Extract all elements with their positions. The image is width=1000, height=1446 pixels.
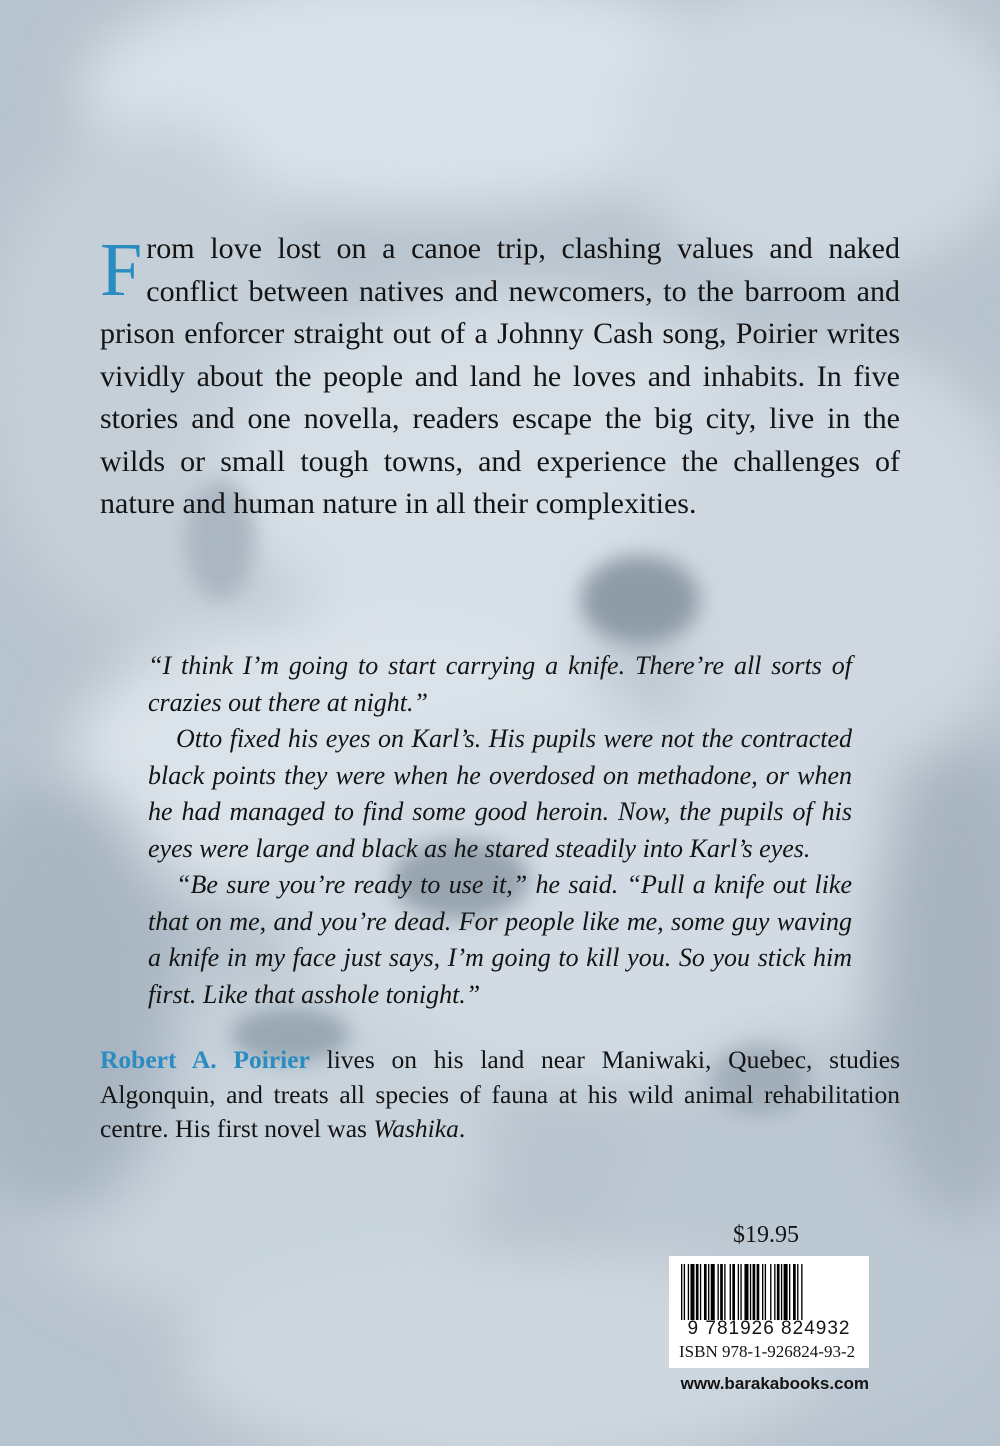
barcode-bar — [700, 1264, 701, 1320]
barcode-bar — [720, 1264, 723, 1320]
barcode-bar — [774, 1264, 775, 1320]
barcode-bar — [801, 1264, 802, 1320]
barcode-bar — [708, 1264, 709, 1320]
bio-text: lives on his land near Maniwaki, Quebec, studies Algonquin, and treats all species of fauna at his wild animal rehabilitation centre. His first novel was — [100, 1045, 900, 1143]
publisher-website: www.barakabooks.com — [680, 1374, 869, 1393]
book-excerpt — [148, 648, 852, 1013]
barcode-bar — [781, 1264, 782, 1320]
barcode-bar — [681, 1264, 682, 1320]
barcode-bar — [732, 1264, 735, 1320]
author-name: Robert A. Poirier — [100, 1045, 310, 1074]
barcode-digits: 9 781926 824932 — [687, 1318, 851, 1339]
barcode-bar — [784, 1264, 788, 1320]
barcode-bar — [777, 1264, 780, 1320]
author-bio — [100, 1043, 900, 1147]
barcode-bar — [717, 1264, 718, 1320]
barcode-bar — [750, 1264, 751, 1320]
barcode-bar — [730, 1264, 731, 1320]
bio-end: . — [458, 1114, 466, 1143]
barcode-bar — [789, 1264, 790, 1320]
barcode-bar — [711, 1264, 715, 1320]
isbn-barcode — [669, 1256, 869, 1368]
barcode-bar — [690, 1264, 694, 1320]
barcode-bar — [684, 1264, 685, 1320]
blurb-paragraph — [100, 228, 900, 526]
barcode-bar — [762, 1264, 763, 1320]
drop-cap: F — [100, 228, 143, 312]
isbn-number: ISBN 978-1-926824-93-2 — [679, 1342, 856, 1361]
barcode-bar — [770, 1264, 771, 1320]
price: $19.95 — [733, 1222, 799, 1248]
barcode-bar — [740, 1264, 741, 1320]
first-novel-title: Washika — [373, 1114, 459, 1143]
excerpt-paragraph-1: “I think I’m going to start carrying a knife. There’re all sorts of crazies out there at night.” — [148, 651, 852, 717]
excerpt-paragraph-3: “Be sure you’re ready to use it,” he said. “Pull a knife out like that on me, and you’re dead. For people like me, some guy waving a knife in my face just says, I’m going to kill you. So you stick him first. Like that asshole tonight.” — [148, 870, 852, 1009]
barcode-bar — [753, 1264, 756, 1320]
barcode-bar — [757, 1264, 760, 1320]
barcode-bar — [765, 1264, 766, 1320]
barcode-bar — [793, 1264, 796, 1320]
barcode-bar — [797, 1264, 798, 1320]
blurb-text: rom love lost on a canoe trip, clashing values and naked conflict between natives and newcomers, to the barroom and prison enforcer straight out of a Johnny Cash song, Poirier writes vividly about the people and land he loves and inhabits. In five stories and one novella, readers escape the big city, live in the wilds or small tough towns, and experience the challenges of nature and human nature in all their complexities. — [100, 232, 900, 520]
barcode-bars — [679, 1264, 859, 1320]
barcode-bar — [696, 1264, 699, 1320]
barcode-bar — [744, 1264, 748, 1320]
barcode-bar — [738, 1264, 739, 1320]
barcode-bar — [688, 1264, 689, 1320]
excerpt-paragraph-2: Otto fixed his eyes on Karl’s. His pupils were not the contracted black points they were when he overdosed on methadone, or when he had managed to find some good heroin. Now, the pupils of his eyes were large and black as he stared steadily into Karl’s eyes. — [148, 724, 852, 863]
barcode-bar — [704, 1264, 707, 1320]
barcode-bar — [724, 1264, 725, 1320]
